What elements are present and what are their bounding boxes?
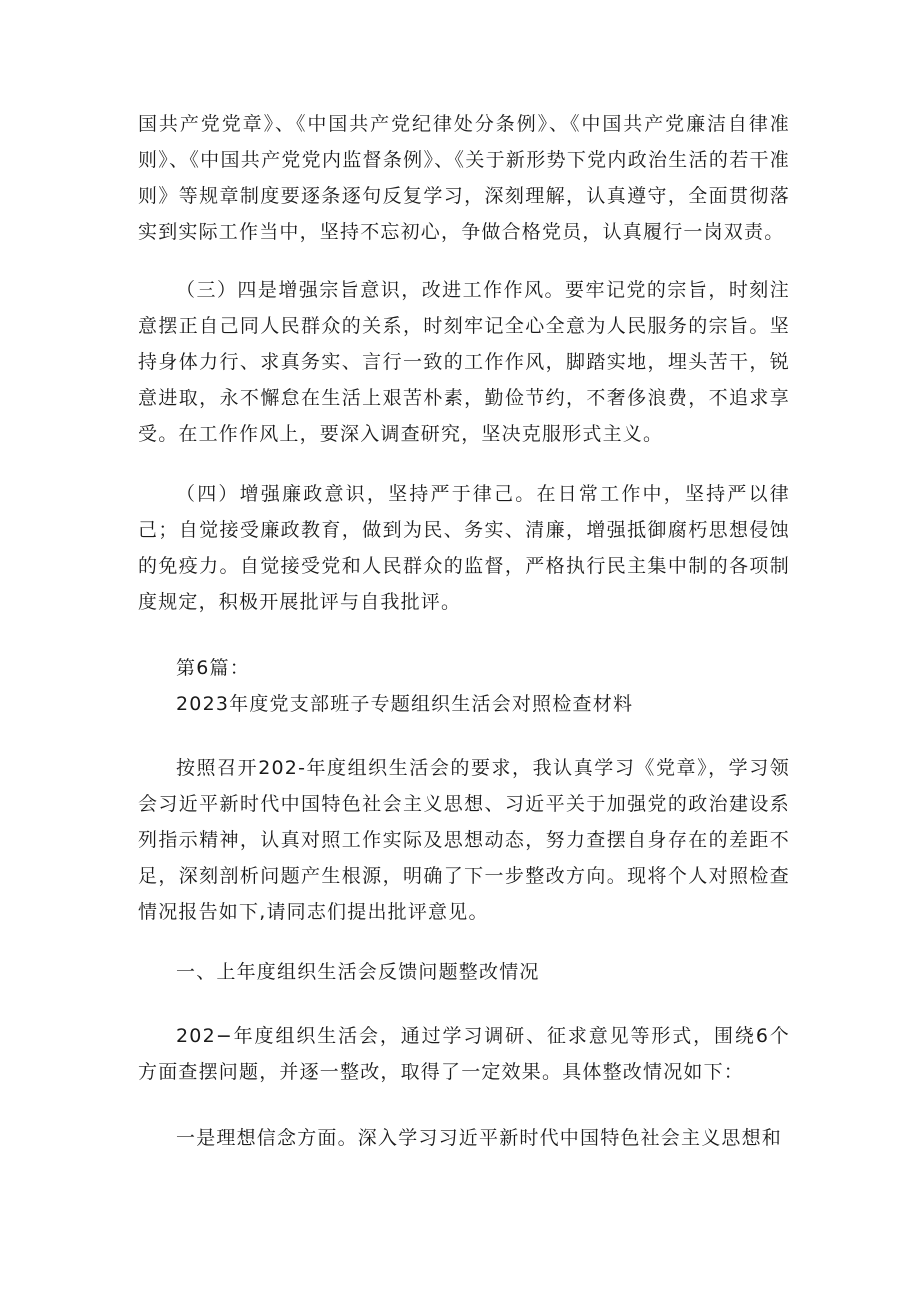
paragraph-integrity-awareness: （四）增强廉政意识，坚持严于律己。在日常工作中，坚持严以律己；自觉接受廉政教育，做到为民、务实、清廉，增强抵御腐朽思想侵蚀的免疫力。自觉接受党和人民群众的监督，严格执行民主集中制的各项制度规定，积极开展批评与自我批评。 bbox=[138, 483, 790, 613]
paragraph-rectification-overview: 202−年度组织生活会，通过学习调研、征求意见等形式，围绕6个方面查摆问题，并逐一整改，取得了一定效果。具体整改情况如下： bbox=[138, 1025, 790, 1083]
paragraph-purpose-awareness: （三）四是增强宗旨意识，改进工作作风。要牢记党的宗旨，时刻注意摆正自己同人民群众的关系，时刻牢记全心全意为人民服务的宗旨。坚持身体力行、求真务实、言行一致的工作作风，脚踏实地，埋头苦干，锐意进取，永不懈怠在生活上艰苦朴素，勤俭节约，不奢侈浪费，不追求享受。在工作作风上，要深入调查研究，坚决克服形式主义。 bbox=[138, 279, 790, 445]
chapter-label: 第6篇： bbox=[176, 657, 250, 679]
paragraph-party-regulations: 国共产党党章》、《中国共产党纪律处分条例》、《中国共产党廉洁自律准则》、《中国共产党党内监督条例》、《关于新形势下党内政治生活的若干准则》等规章制度要逐条逐句反复学习，深刻理解，认真遵守，全面贯彻落实到实际工作当中，坚持不忘初心，争做合格党员，认真履行一岗双责。 bbox=[138, 113, 790, 243]
paragraph-ideals-beliefs: 一是理想信念方面。深入学习习近平新时代中国特色社会主义思想和 bbox=[176, 1127, 783, 1149]
chapter-title: 2023年度党支部班子专题组织生活会对照检查材料 bbox=[176, 693, 634, 715]
paragraph-introduction: 按照召开202-年度组织生活会的要求，我认真学习《党章》，学习领会习近平新时代中国特色社会主义思想、习近平关于加强党的政治建设系列指示精神，认真对照工作实际及思想动态，努力查摆自身存在的差距不足，深刻剖析问题产生根源，明确了下一步整改方向。现将个人对照检查情况报告如下,请同志们提出批评意见。 bbox=[138, 757, 790, 923]
section-heading-rectification: 一、上年度组织生活会反馈问题整改情况 bbox=[176, 961, 540, 983]
